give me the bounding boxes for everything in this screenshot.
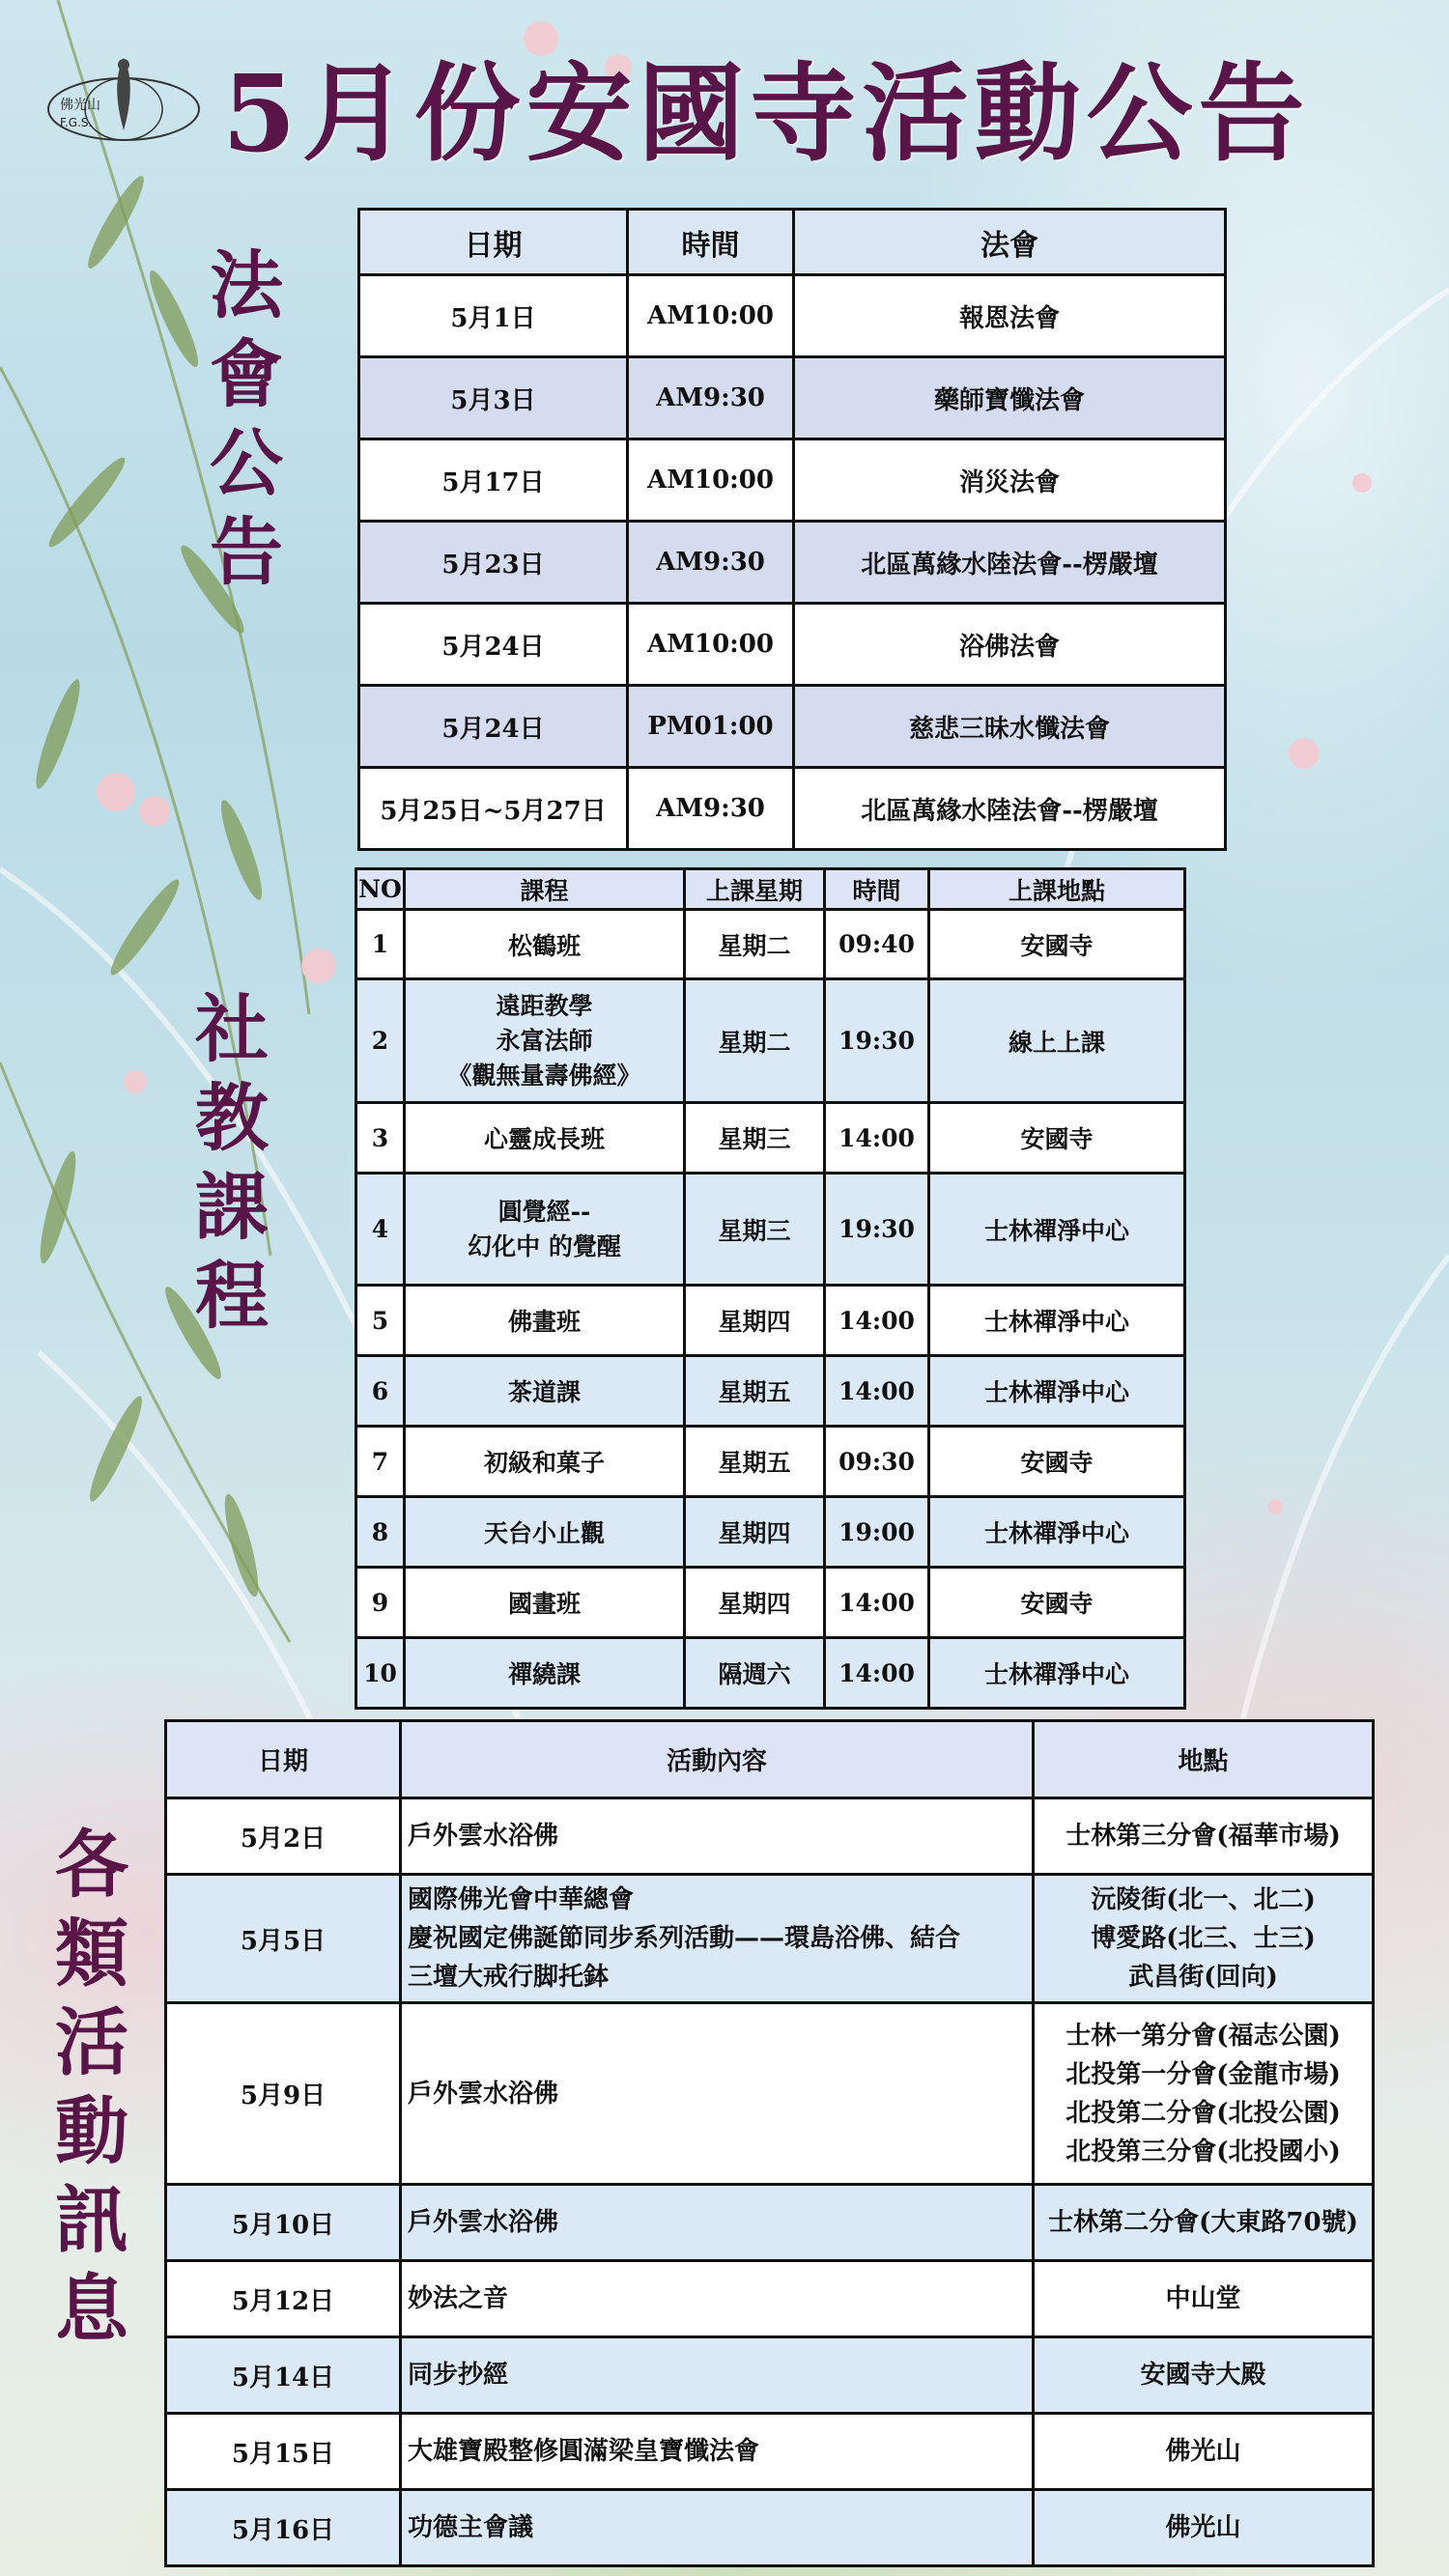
content-line: 慶祝國定佛誕節同步系列活動——環島浴佛、結合 [408, 1924, 961, 1953]
header-place: 上課地點 [929, 869, 1185, 910]
cell-date: 5月17日 [359, 439, 628, 522]
cell-no: 2 [356, 979, 405, 1103]
cell-content [401, 2003, 1034, 2185]
cell-course [405, 910, 685, 979]
cell-day: 星期二 [685, 979, 825, 1103]
cell-day: 星期五 [685, 1427, 825, 1497]
place-line: 博愛路(北三、士三) [1091, 1924, 1316, 1953]
table-header-row [359, 210, 1226, 275]
cell-no: 5 [356, 1286, 405, 1356]
cell-time: AM9:30 [628, 357, 794, 439]
cell-date: 5月25日~5月27日 [359, 768, 628, 850]
cell-date: 5月1日 [359, 275, 628, 357]
table-row [359, 275, 1226, 357]
cell-no: 6 [356, 1356, 405, 1427]
cell-time: 14:00 [825, 1286, 929, 1356]
table-row [166, 2414, 1374, 2490]
table-row [356, 1286, 1185, 1356]
cell-course [405, 1427, 685, 1497]
cell-date: 5月24日 [359, 604, 628, 686]
cell-course [405, 1174, 685, 1286]
cell-date: 5月9日 [166, 2003, 401, 2185]
label-char: 公 [210, 420, 283, 506]
cell-course [405, 1286, 685, 1356]
cell-time: 19:30 [825, 1174, 929, 1286]
label-char: 各 [55, 1822, 128, 1908]
table-row [356, 1427, 1185, 1497]
course-line: 初級和菓子 [483, 1449, 605, 1477]
section-label-ceremony [203, 241, 290, 597]
course-table [355, 867, 1186, 1710]
label-char: 法 [210, 242, 283, 328]
content-line: 大雄寶殿整修圓滿梁皇寶懺法會 [408, 2437, 760, 2466]
table-row [359, 357, 1226, 439]
cell-content [401, 2337, 1034, 2414]
course-line: 天台小止觀 [483, 1519, 605, 1547]
cell-time: 09:40 [825, 910, 929, 979]
content-line: 國際佛光會中華總會 [408, 1885, 635, 1914]
cell-date: 5月10日 [166, 2185, 401, 2261]
cell-place: 士林禪淨中心 [929, 1497, 1185, 1568]
content-line: 同步抄經 [408, 2361, 509, 2390]
content-line: 功德主會議 [408, 2513, 534, 2542]
label-char: 活 [55, 1999, 128, 2085]
cell-time: AM9:30 [628, 768, 794, 850]
header-day: 上課星期 [685, 869, 825, 910]
table-row [359, 768, 1226, 850]
fgs-logo [39, 53, 203, 145]
cell-time: AM10:00 [628, 439, 794, 522]
course-line: 永富法師 [496, 1026, 593, 1055]
content-line: 戶外雲水浴佛 [408, 2079, 559, 2109]
cell-date: 5月14日 [166, 2337, 401, 2414]
label-char: 課 [195, 1164, 269, 1250]
cell-time: 14:00 [825, 1638, 929, 1709]
table-row [356, 979, 1185, 1103]
cell-date: 5月5日 [166, 1875, 401, 2003]
table-row [166, 2337, 1374, 2414]
content-line: 三壇大戒行脚托鉢 [408, 1963, 610, 1992]
cell-day: 星期四 [685, 1568, 825, 1638]
table-row [359, 604, 1226, 686]
cell-place: 安國寺 [929, 1427, 1185, 1497]
label-char: 息 [55, 2266, 128, 2352]
place-line: 士林一第分會(福志公園) [1065, 2021, 1341, 2051]
table-row [166, 2185, 1374, 2261]
course-line: 佛畫班 [507, 1308, 581, 1336]
cell-event: 慈悲三昧水懺法會 [794, 686, 1226, 768]
cell-date: 5月2日 [166, 1798, 401, 1875]
place-line: 士林第二分會(大東路70號) [1048, 2208, 1358, 2237]
cell-course [405, 1356, 685, 1427]
page-title: 5月份安國寺活動公告 [222, 51, 1311, 176]
cell-day: 星期二 [685, 910, 825, 979]
cell-time: 14:00 [825, 1103, 929, 1174]
course-line: 禪繞課 [507, 1660, 581, 1688]
course-line: 遠距教學 [496, 991, 593, 1020]
content-line: 妙法之音 [408, 2284, 509, 2313]
label-char: 教 [195, 1075, 269, 1161]
cell-place: 安國寺 [929, 910, 1185, 979]
cell-time: 14:00 [825, 1568, 929, 1638]
place-line: 北投第三分會(北投國小) [1065, 2137, 1341, 2166]
cell-place [1034, 2261, 1374, 2337]
table-row [356, 1638, 1185, 1709]
cell-place [1034, 2003, 1374, 2185]
header-event: 法會 [794, 210, 1226, 275]
place-line: 北投第一分會(金龍市場) [1065, 2059, 1341, 2089]
cell-time: 14:00 [825, 1356, 929, 1427]
cell-course [405, 1568, 685, 1638]
cell-date: 5月3日 [359, 357, 628, 439]
cell-time: 09:30 [825, 1427, 929, 1497]
course-line: 茶道課 [507, 1378, 581, 1406]
cell-date: 5月24日 [359, 686, 628, 768]
cell-day: 星期四 [685, 1497, 825, 1568]
label-char: 訊 [55, 2177, 128, 2263]
cell-time: AM10:00 [628, 604, 794, 686]
course-line: 圓覺經-- [497, 1197, 591, 1226]
cell-day: 隔週六 [685, 1638, 825, 1709]
cell-event: 浴佛法會 [794, 604, 1226, 686]
cell-no: 1 [356, 910, 405, 979]
cell-place: 士林禪淨中心 [929, 1638, 1185, 1709]
cell-no: 7 [356, 1427, 405, 1497]
cell-content [401, 1798, 1034, 1875]
cell-content [401, 2185, 1034, 2261]
cell-place: 士林禪淨中心 [929, 1356, 1185, 1427]
table-row [359, 522, 1226, 604]
cell-place: 士林禪淨中心 [929, 1286, 1185, 1356]
table-row [356, 910, 1185, 979]
course-line: 國畫班 [507, 1590, 581, 1618]
cell-course [405, 1638, 685, 1709]
header-time: 時間 [825, 869, 929, 910]
place-line: 北投第二分會(北投公園) [1065, 2098, 1341, 2128]
cell-course [405, 979, 685, 1103]
cell-content [401, 1875, 1034, 2003]
activity-table [164, 1719, 1375, 2567]
cell-date: 5月15日 [166, 2414, 401, 2490]
section-label-courses [188, 985, 275, 1341]
place-line: 佛光山 [1165, 2437, 1241, 2466]
cell-course [405, 1103, 685, 1174]
cell-no: 4 [356, 1174, 405, 1286]
logo-text-top: 佛光山 [60, 98, 100, 113]
cell-date: 5月23日 [359, 522, 628, 604]
table-header-row [166, 1721, 1374, 1798]
place-line: 武昌街(回向) [1128, 1963, 1278, 1992]
course-line: 心靈成長班 [483, 1125, 605, 1153]
table-row [166, 2003, 1374, 2185]
table-row [166, 1875, 1374, 2003]
table-row [356, 1356, 1185, 1427]
table-row [166, 1798, 1374, 1875]
label-char: 動 [55, 2088, 128, 2174]
cell-event: 報恩法會 [794, 275, 1226, 357]
label-char: 程 [195, 1253, 269, 1339]
header-content: 活動內容 [401, 1721, 1034, 1798]
header-date: 日期 [166, 1721, 401, 1798]
course-line: 《觀無量壽佛經》 [447, 1061, 641, 1090]
table-header-row [356, 869, 1185, 910]
place-line: 佛光山 [1165, 2513, 1241, 2542]
cell-time: 19:00 [825, 1497, 929, 1568]
table-row [359, 439, 1226, 522]
header-place: 地點 [1034, 1721, 1374, 1798]
cell-no: 8 [356, 1497, 405, 1568]
cell-place [1034, 1798, 1374, 1875]
label-char: 告 [210, 509, 283, 595]
cell-place: 士林禪淨中心 [929, 1174, 1185, 1286]
place-line: 中山堂 [1165, 2284, 1241, 2313]
cell-content [401, 2490, 1034, 2566]
table-row [166, 2261, 1374, 2337]
cell-date: 5月12日 [166, 2261, 401, 2337]
section-label-activities [48, 1821, 135, 2354]
cell-no: 3 [356, 1103, 405, 1174]
cell-place [1034, 1875, 1374, 2003]
cell-course [405, 1497, 685, 1568]
cell-time: PM01:00 [628, 686, 794, 768]
header-no: NO [356, 869, 405, 910]
cell-place [1034, 2490, 1374, 2566]
header-date: 日期 [359, 210, 628, 275]
cell-day: 星期三 [685, 1174, 825, 1286]
cell-day: 星期四 [685, 1286, 825, 1356]
content-line: 戶外雲水浴佛 [408, 1822, 559, 1851]
place-line: 安國寺大殿 [1140, 2361, 1266, 2390]
content-line: 戶外雲水浴佛 [408, 2208, 559, 2237]
cell-place [1034, 2337, 1374, 2414]
place-line: 沅陵街(北一、北二) [1091, 1885, 1316, 1914]
cell-place: 安國寺 [929, 1568, 1185, 1638]
course-line: 幻化中 的覺醒 [468, 1231, 621, 1260]
course-line: 松鶴班 [507, 931, 581, 960]
table-row [166, 2490, 1374, 2566]
label-char: 會 [210, 331, 283, 417]
cell-no: 10 [356, 1638, 405, 1709]
cell-event: 北區萬緣水陸法會--楞嚴壇 [794, 768, 1226, 850]
cell-time: AM10:00 [628, 275, 794, 357]
table-row [356, 1103, 1185, 1174]
place-line: 士林第三分會(福華市場) [1065, 1822, 1341, 1851]
cell-date: 5月16日 [166, 2490, 401, 2566]
label-char: 類 [55, 1911, 128, 1996]
table-row [359, 686, 1226, 768]
cell-place [1034, 2414, 1374, 2490]
header-course: 課程 [405, 869, 685, 910]
cell-content [401, 2414, 1034, 2490]
ceremony-table [357, 208, 1227, 851]
cell-place: 安國寺 [929, 1103, 1185, 1174]
table-row [356, 1174, 1185, 1286]
cell-event: 北區萬緣水陸法會--楞嚴壇 [794, 522, 1226, 604]
table-row [356, 1497, 1185, 1568]
cell-place: 線上上課 [929, 979, 1185, 1103]
cell-place [1034, 2185, 1374, 2261]
label-char: 社 [195, 986, 269, 1072]
logo-text-bottom: F.G.S. [60, 116, 93, 129]
cell-time: 19:30 [825, 979, 929, 1103]
cell-event: 藥師寶懺法會 [794, 357, 1226, 439]
cell-no: 9 [356, 1568, 405, 1638]
cell-time: AM9:30 [628, 522, 794, 604]
cell-content [401, 2261, 1034, 2337]
cell-day: 星期三 [685, 1103, 825, 1174]
cell-event: 消災法會 [794, 439, 1226, 522]
table-row [356, 1568, 1185, 1638]
cell-day: 星期五 [685, 1356, 825, 1427]
header-time: 時間 [628, 210, 794, 275]
